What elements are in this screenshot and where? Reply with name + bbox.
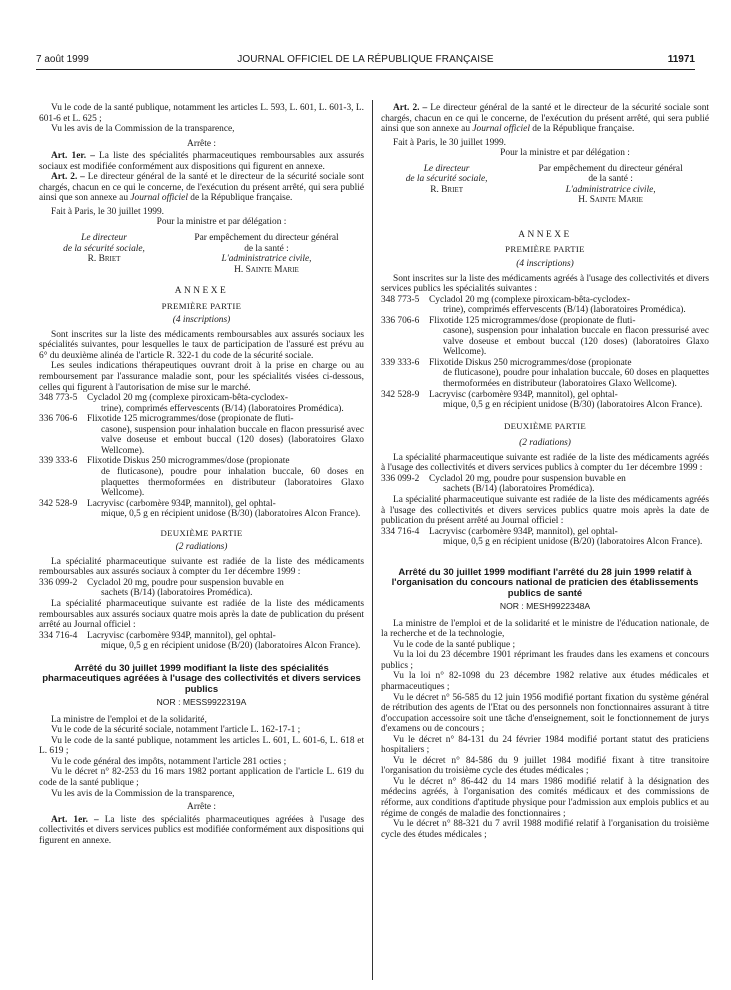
header-title: JOURNAL OFFICIEL DE LA RÉPUBLIQUE FRANÇAISE (237, 54, 494, 65)
entry-text: Cycladol 20 mg (complexe piroxicam-bêta-cyclodex- (87, 393, 288, 404)
radiations-count: (2 radiations) (175, 542, 228, 553)
entry-text: casone), suspension pour inhalation buccale en flacon pressurisé avec valve doseuse et embout buccal (120 doses) (laboratoires Glaxo Wellcome). (101, 424, 364, 456)
header-page-number: 11971 (667, 54, 695, 65)
pour-la-ministre: Pour la ministre et par délégation : (156, 217, 287, 228)
radiation-intro: La spécialité pharmaceutique suivante est radiée de la liste des médicaments remboursables aux assurés sociaux à compter du 1er décembre 1999 : (39, 556, 364, 578)
sig-title: Le directeur (81, 233, 127, 244)
visa: Vu le code de la sécurité sociale, notamment l'article L. 162-17-1 ; (51, 725, 301, 736)
entry-code: 334 716-4 (381, 526, 420, 537)
entry-text: Lacryvisc (carbomère 934P, mannitol), gel ophtal- (429, 526, 618, 537)
column-divider (372, 100, 373, 980)
article-2-text: Le directeur général de la santé et le directeur de la sécurité sociale sont chargés, chacun en ce qui le concerne, de l'exécution du présent arrêté, qui sera publié ainsi que son annexe au (381, 103, 709, 135)
drug-entry (381, 295, 709, 316)
header-date: 7 août 1999 (36, 54, 89, 65)
entry-text: mique, 0,5 g en récipient unidose (B/20) (laboratoires Alcon France). (101, 641, 361, 652)
partie-intro: Sont inscrites sur la liste des médicaments remboursables aux assurés sociaux les spécialités suivantes, pour lesquelles le taux de participation de l'assuré est prévu au 6° du deuxième alinéa de l'article R. 322-1 du code de la sécurité sociale. (39, 329, 364, 361)
entry-code: 348 773-5 (381, 294, 420, 305)
sig-title: L'administratrice civile, (221, 254, 312, 265)
arrete-title: Arrêté du 30 juillet 1999 modifiant la liste des spécialités pharmaceutiques agréées à l'usage des collectivités et divers services publics (42, 662, 361, 695)
entry-code: 336 099-2 (39, 577, 78, 588)
signature-right (512, 164, 709, 206)
entry-code: 334 716-4 (39, 630, 78, 641)
entry-code: 348 773-5 (39, 393, 78, 404)
visa: Vu le code de la santé publique, notamment les articles L. 601, L. 601-6, L. 618 et L. 619 ; (39, 735, 364, 757)
article-1 (39, 815, 364, 847)
drug-entry (39, 578, 364, 599)
entry-text: Flixotide 125 microgrammes/dose (propionate de fluti- (87, 414, 294, 425)
entry-code: 342 528-9 (381, 389, 420, 400)
visa: Vu le code de la santé publique ; (393, 639, 516, 650)
visa: Vu le décret n° 56-585 du 12 juin 1956 modifié portant fixation du système général de rétribution des agents de l'Etat ou des personnels non fonctionnaires assurant à titre d'occupation accessoire soit une tâche d'enseignement, soit le fonctionnement de jurys d'examens ou de concours ; (381, 692, 709, 735)
drug-entry (39, 631, 364, 652)
article-2 (39, 172, 364, 204)
sig-title: L'administratrice civile, (565, 184, 656, 195)
arrete-title: Arrêté du 30 juillet 1999 modifiant l'arrêté du 28 juin 1999 relatif à l'organisation du concours national de praticien des établissements publics de santé (391, 566, 699, 599)
entry-text: Flixotide Diskus 250 microgrammes/dose (propionate (429, 357, 632, 368)
inscriptions-count: (4 inscriptions) (516, 259, 574, 270)
article-2-end: de la République française. (190, 193, 293, 204)
visa: La ministre de l'emploi et de la solidarité et le ministre de l'éducation nationale, de la recherche et de la technologie, (381, 618, 709, 640)
article-1-text: La liste des spécialités pharmaceutiques remboursables aux assurés sociaux est modifiée conformément aux dispositions qui figurent en annexe. (39, 151, 364, 172)
partie-heading: DEUXIÈME PARTIE (160, 527, 243, 538)
drug-entry (381, 390, 709, 411)
arrete-label: Arrête : (187, 138, 216, 149)
entry-text: Cycladol 20 mg (complexe piroxicam-bêta-cyclodex- (429, 294, 630, 305)
partie-heading: PREMIÈRE PARTIE (161, 300, 242, 311)
radiation-intro: La spécialité pharmaceutique suivante est radiée de la liste des médicaments agréés à l'usage des collectivités et divers services publics quatre mois après la date de publication du présent arrêté au Journal officiel : (381, 494, 709, 527)
drug-entry (39, 414, 364, 456)
sig-name: H. Sainte Marie (578, 195, 643, 206)
signature-right (169, 233, 364, 275)
article-2-end: de la République française. (532, 124, 635, 135)
nor-reference: NOR : MESH9922348A (499, 601, 591, 612)
entry-code: 336 706-6 (39, 414, 78, 425)
fait-a-paris: Fait à Paris, le 30 juillet 1999. (51, 206, 165, 217)
drug-entry (381, 316, 709, 358)
signature-left (39, 233, 169, 275)
drug-entry (39, 499, 364, 520)
signature-left (381, 164, 512, 206)
fait-a-paris: Fait à Paris, le 30 juillet 1999. (393, 137, 507, 148)
article-1-text: La liste des spécialités pharmaceutiques agréées à l'usage des collectivités et divers services publics est modifiée conformément aux dispositions qui figurent en annexe. (39, 814, 364, 846)
journal-officiel: Journal officiel (130, 193, 188, 204)
entry-text: trine), comprimés effervescents (B/14) (laboratoires Promédica). (443, 305, 686, 316)
visa: Vu le décret n° 88-321 du 7 avril 1988 modifié relatif à l'organisation du troisième cycle des études médicales ; (381, 819, 709, 840)
sig-line: Par empêchement du directeur général (194, 233, 339, 244)
arrete-label: Arrête : (187, 802, 216, 813)
signatures (39, 233, 364, 275)
entry-text: mique, 0,5 g en récipient unidose (B/30) (laboratoires Alcon France). (443, 400, 703, 411)
article-2 (381, 103, 709, 135)
visa: Vu le code de la santé publique, notamment les articles L. 593, L. 601, L. 601-3, L. 601-6 et L. 625 ; (39, 103, 364, 124)
signatures (381, 164, 709, 206)
visa: Vu le décret n° 82-253 du 16 mars 1982 portant application de l'article L. 619 du code de la santé publique ; (39, 767, 364, 789)
sig-name: R. Briet (87, 254, 121, 265)
entry-code: 336 099-2 (381, 473, 420, 484)
visa: Vu le décret n° 86-442 du 14 mars 1986 modifié relatif à la désignation des médecins agréés, à l'organisation des comités médicaux et des commissions de réforme, aux conditions d'aptitude physique pour l'admission aux emplois publics et au régime de congés de maladie des fonctionnaires ; (381, 776, 709, 819)
entry-code: 336 706-6 (381, 315, 420, 326)
drug-entry (39, 393, 364, 414)
visa: Vu le code général des impôts, notamment l'article 281 octies ; (51, 756, 287, 767)
header-rule (36, 69, 695, 70)
entry-text: Flixotide Diskus 250 microgrammes/dose (propionate (87, 456, 290, 467)
sig-line: Par empêchement du directeur général (538, 163, 683, 174)
entry-text: mique, 0,5 g en récipient unidose (B/20) (laboratoires Alcon France). (443, 537, 703, 548)
entry-text: de fluticasone), poudre pour inhalation buccale, 60 doses en plaquettes thermoformées en distributeur (laboratoires Glaxo Wellcome). (443, 368, 709, 390)
visa: Vu les avis de la Commission de la transparence, (51, 124, 235, 135)
article-1-label: Art. 1er. – (51, 151, 95, 162)
sig-name: H. Sainte Marie (234, 264, 299, 275)
article-2-label: Art. 2. – (393, 103, 428, 113)
visa: Vu le décret n° 84-586 du 9 juillet 1984 modifié fixant à titre transitoire l'organisation du troisième cycle des études médicales ; (381, 755, 709, 777)
entry-text: casone), suspension pour inhalation buccale en flacon pressurisé avec valve doseuse et embout buccal (120 doses) (laboratoires Glaxo Wellcome). (443, 326, 709, 358)
visa: Vu la loi n° 82-1098 du 23 décembre 1982 relative aux études médicales et pharmaceutiques ; (381, 671, 709, 693)
left-column (39, 103, 364, 846)
article-2-text: Le directeur général de la santé et le directeur de la sécurité sociale sont chargés, chacun en ce qui le concerne, de l'exécution du présent arrêté, qui sera publié ainsi que son annexe au (39, 172, 364, 204)
entry-text: mique, 0,5 g en récipient unidose (B/30) (laboratoires Alcon France). (101, 509, 361, 520)
entry-text: Lacryvisc (carbomère 934P, mannitol), gel ophtal- (429, 389, 618, 400)
entry-text: Flixotide 125 microgrammes/dose (propionate de fluti- (429, 315, 636, 326)
sig-line: de la santé : (588, 174, 633, 185)
entry-code: 339 333-6 (39, 456, 78, 467)
drug-entry (381, 358, 709, 390)
partie-heading: PREMIÈRE PARTIE (505, 244, 585, 255)
partie-intro: Sont inscrites sur la liste des médicaments agréés à l'usage des collectivités et divers services publics les spécialités suivantes : (381, 273, 709, 295)
page-header (36, 54, 695, 68)
article-2-label: Art. 2. – (51, 172, 85, 183)
sig-title: Le directeur (423, 163, 470, 174)
article-1 (39, 151, 364, 172)
entry-text: Cycladol 20 mg, poudre pour suspension buvable en (429, 473, 626, 484)
sig-title: de la sécurité sociale, (63, 243, 145, 254)
right-column (381, 103, 709, 840)
visa: Vu les avis de la Commission de la transparence, (51, 788, 235, 799)
visa: Vu la loi du 23 décembre 1901 réprimant les fraudes dans les examens et concours publics ; (381, 650, 709, 671)
inscriptions-count: (4 inscriptions) (172, 315, 231, 326)
pour-la-ministre: Pour la ministre et par délégation : (500, 148, 630, 159)
visa: Vu le décret n° 84-131 du 24 février 1984 modifié portant statut des praticiens hospitaliers ; (381, 734, 709, 756)
radiations-count: (2 radiations) (519, 438, 571, 449)
article-1-label: Art. 1er. – (51, 814, 99, 825)
sig-title: de la sécurité sociale, (405, 174, 488, 185)
partie-heading: DEUXIÈME PARTIE (503, 420, 587, 431)
drug-entry (381, 527, 709, 548)
journal-officiel: Journal officiel (472, 124, 530, 135)
visa: La ministre de l'emploi et de la solidarité, (51, 714, 207, 725)
entry-text: sachets (B/14) (laboratoires Promédica). (443, 484, 595, 495)
entry-text: Lacryvisc (carbomère 934P, mannitol), gel ophtal- (87, 630, 276, 641)
entry-code: 342 528-9 (39, 498, 78, 509)
sig-line: de la santé : (244, 243, 289, 254)
radiation-intro: La spécialité pharmaceutique suivante est radiée de la liste des médicaments agréés à l'usage des collectivités et divers services publics à compter du 1er décembre 1999 : (381, 452, 709, 474)
nor-reference: NOR : MESS9922319A (156, 697, 247, 708)
drug-entry (39, 456, 364, 498)
entry-text: trine), comprimés effervescents (B/14) (laboratoires Promédica). (101, 403, 344, 414)
radiation-intro: La spécialité pharmaceutique suivante est radiée de la liste des médicaments remboursables aux assurés sociaux quatre mois après la date de publication du présent arrêté au Journal officiel : (39, 598, 364, 631)
entry-text: Lacryvisc (carbomère 934P, mannitol), gel ophtal- (87, 498, 276, 509)
annexe-heading: ANNEXE (174, 286, 229, 297)
annexe-heading: ANNEXE (518, 229, 572, 240)
entry-text: Cycladol 20 mg, poudre pour suspension buvable en (87, 577, 284, 588)
entry-code: 339 333-6 (381, 357, 420, 368)
entry-text: de fluticasone), poudre pour inhalation buccale, 60 doses en plaquettes thermoformées en distributeur (laboratoires Glaxo Wellcome). (101, 466, 364, 499)
entry-text: sachets (B/14) (laboratoires Promédica). (101, 588, 253, 599)
sig-name: R. Briet (430, 184, 463, 195)
partie-intro: Les seules indications thérapeutiques ouvrant droit à la prise en charge ou au remboursement par l'assurance maladie sont, pour les spécialités visées ci-dessous, celles qui figurent à l'autorisation de mise sur le marché. (39, 361, 364, 393)
drug-entry (381, 474, 709, 495)
